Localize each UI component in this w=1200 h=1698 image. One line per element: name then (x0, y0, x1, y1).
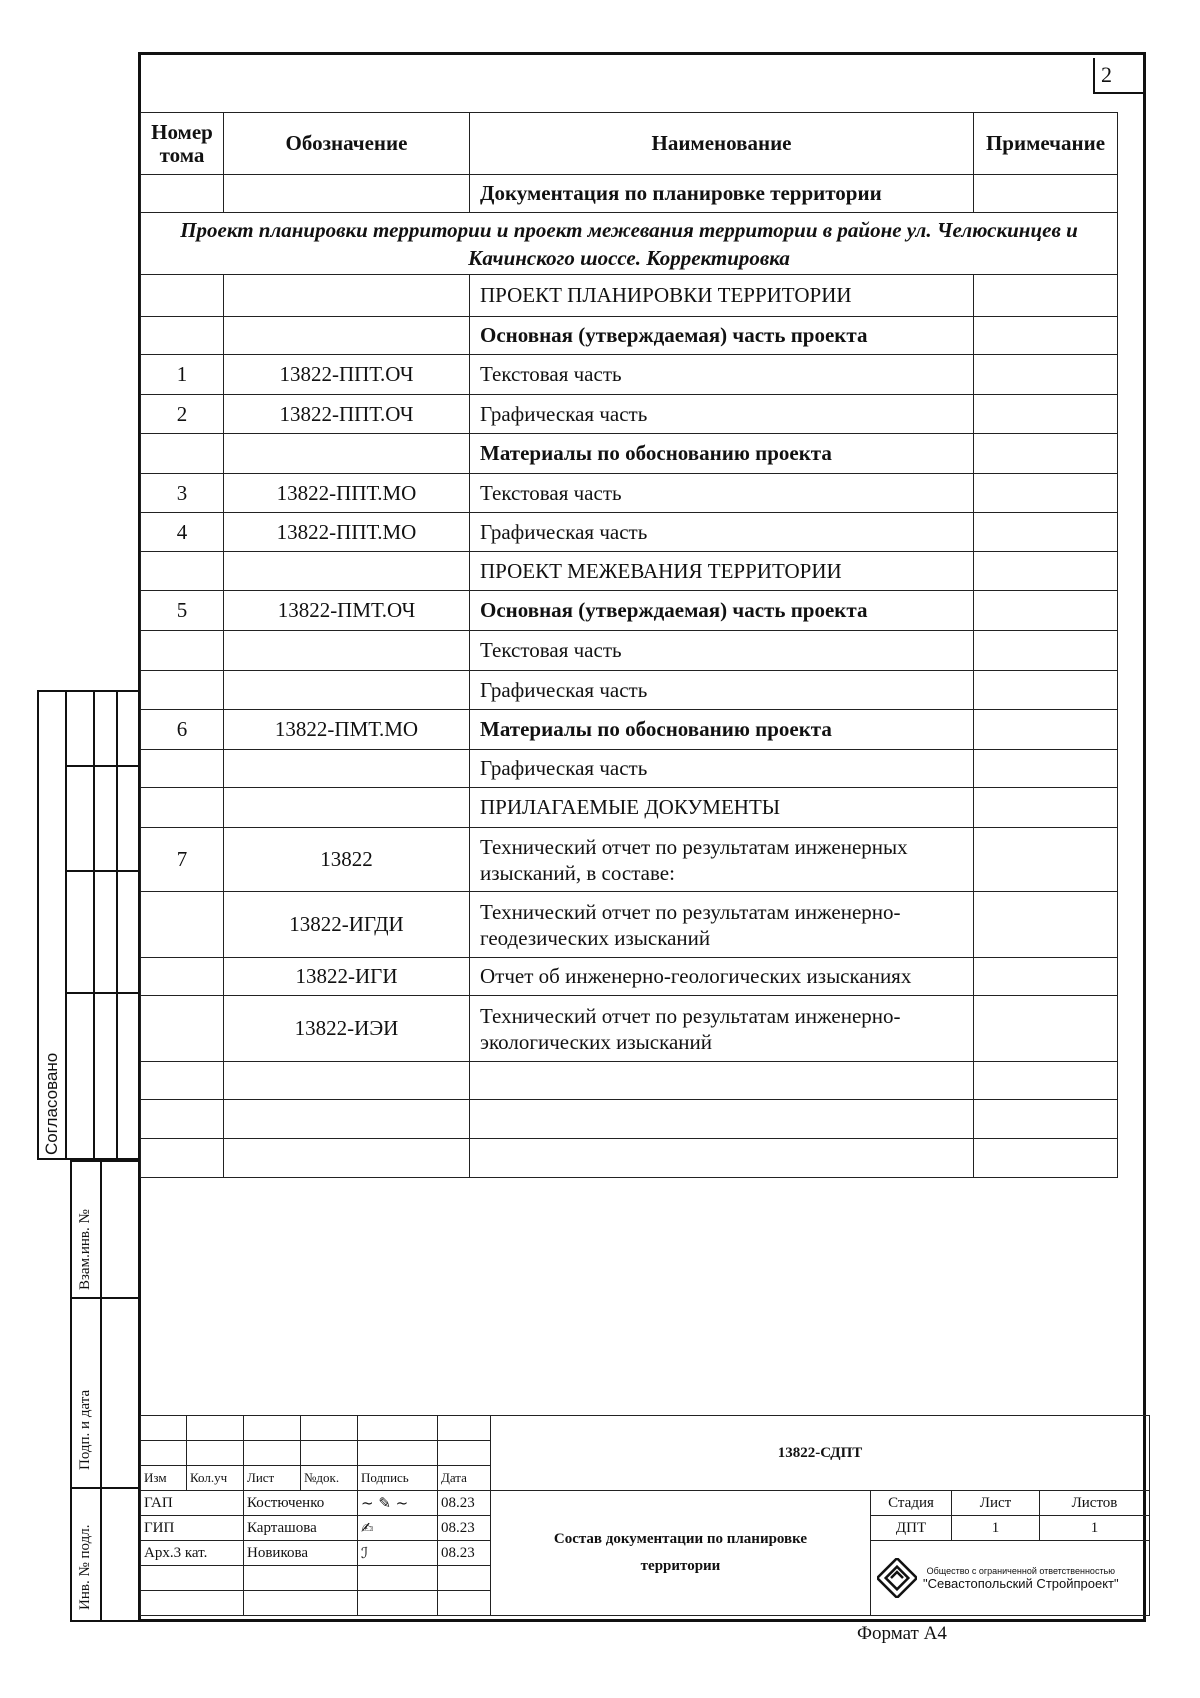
table-row (141, 671, 1118, 710)
cell-code (224, 1139, 470, 1178)
cell-code (224, 1062, 470, 1100)
cell-vol: 7 (141, 828, 224, 892)
cell-code (224, 434, 470, 474)
cell-code (224, 631, 470, 671)
stamp-col-header: Дата (438, 1466, 491, 1491)
table-row (141, 710, 1118, 750)
table-row (141, 434, 1118, 474)
table-row (141, 317, 1118, 355)
cell-code: 13822-ППТ.ОЧ (224, 355, 470, 395)
section-title: Проект планировки территории и проект межевания территории в районе ул. Челюскинцев и Качинского шоссе. Корректировка (141, 213, 1118, 275)
side-divider (116, 690, 118, 1160)
cell-note (974, 317, 1118, 355)
side-hline (70, 1487, 140, 1489)
cell-vol: 6 (141, 710, 224, 750)
table-row (141, 213, 1118, 275)
sheet-label: Лист (952, 1491, 1040, 1516)
date-2: 08.23 (438, 1516, 491, 1541)
stamp-col-header: Подпись (358, 1466, 438, 1491)
side-divider (100, 1160, 102, 1622)
cell-note (974, 958, 1118, 996)
cell-code: 13822-ИГИ (224, 958, 470, 996)
cell-note (974, 671, 1118, 710)
date-1: 08.23 (438, 1491, 491, 1516)
table-row (141, 474, 1118, 513)
side-hline (65, 870, 140, 872)
cell-vol (141, 958, 224, 996)
sheet-value: 1 (952, 1516, 1040, 1541)
header-code: Обозначение (224, 113, 470, 175)
cell-name: Текстовая часть (470, 631, 974, 671)
org-line-1: Общество с ограниченной ответственностью (926, 1565, 1115, 1576)
cell-vol (141, 1062, 224, 1100)
cell-name: ПРИЛАГАЕМЫЕ ДОКУМЕНТЫ (470, 788, 974, 828)
side-divider (65, 690, 67, 1160)
cell-note (974, 828, 1118, 892)
cell-name: Документация по планировке территории (470, 175, 974, 213)
cell-vol (141, 750, 224, 788)
cell-name: Графическая часть (470, 671, 974, 710)
cell-vol: 3 (141, 474, 224, 513)
cell-name (470, 1100, 974, 1139)
stamp-col-header: Лист (244, 1466, 301, 1491)
cell-name: Материалы по обоснованию проекта (470, 710, 974, 750)
table-row (141, 275, 1118, 317)
title-block (140, 1415, 1150, 1616)
cell-note (974, 1100, 1118, 1139)
table-row (141, 552, 1118, 591)
table-row (141, 1100, 1118, 1139)
cell-note (974, 355, 1118, 395)
cell-vol: 5 (141, 591, 224, 631)
cell-code: 13822 (224, 828, 470, 892)
signature-2: ✍ (358, 1516, 438, 1541)
cell-name (470, 1139, 974, 1178)
cell-note (974, 474, 1118, 513)
cell-code (224, 1100, 470, 1139)
side-hline (65, 765, 140, 767)
podp-label: Подп. и дата (77, 1389, 93, 1470)
table-row (141, 355, 1118, 395)
cell-name: Технический отчет по результатам инженерно-экологических изысканий (470, 996, 974, 1062)
header-name: Наименование (470, 113, 974, 175)
stamp-col-header: Кол.уч (187, 1466, 244, 1491)
cell-vol: 4 (141, 513, 224, 552)
cell-vol (141, 552, 224, 591)
cell-name: Отчет об инженерно-геологических изысканиях (470, 958, 974, 996)
table-row (141, 958, 1118, 996)
cell-note (974, 513, 1118, 552)
cell-code (224, 175, 470, 213)
format-label: Формат А4 (857, 1623, 947, 1644)
doc-code: 13822-СДПТ (491, 1416, 1150, 1491)
sheets-label: Листов (1040, 1491, 1150, 1516)
table-row (141, 828, 1118, 892)
stamp-col-header: №док. (301, 1466, 358, 1491)
table-row (141, 591, 1118, 631)
cell-vol (141, 434, 224, 474)
cell-note (974, 1139, 1118, 1178)
cell-vol: 1 (141, 355, 224, 395)
table-row (141, 1062, 1118, 1100)
cell-code (224, 317, 470, 355)
cell-code: 13822-ИГДИ (224, 892, 470, 958)
name-2: Карташова (244, 1516, 358, 1541)
cell-code (224, 671, 470, 710)
cell-code (224, 788, 470, 828)
table-row (141, 513, 1118, 552)
cell-note (974, 631, 1118, 671)
role-2: ГИП (141, 1516, 244, 1541)
cell-vol (141, 317, 224, 355)
cell-note (974, 434, 1118, 474)
cell-vol (141, 175, 224, 213)
cell-note (974, 275, 1118, 317)
header-note: Примечание (974, 113, 1118, 175)
header-vol: Номер тома (141, 113, 224, 175)
cell-note (974, 788, 1118, 828)
cell-name: Текстовая часть (470, 355, 974, 395)
table-row (141, 750, 1118, 788)
cell-note (974, 395, 1118, 434)
org-block (871, 1541, 1150, 1616)
sheets-value: 1 (1040, 1516, 1150, 1541)
cell-vol (141, 1139, 224, 1178)
cell-note (974, 710, 1118, 750)
cell-name: Графическая часть (470, 395, 974, 434)
name-1: Костюченко (244, 1491, 358, 1516)
cell-vol: 2 (141, 395, 224, 434)
stage-value: ДПТ (871, 1516, 952, 1541)
cell-name: Материалы по обоснованию проекта (470, 434, 974, 474)
cell-vol (141, 631, 224, 671)
table-row (141, 631, 1118, 671)
cell-note (974, 892, 1118, 958)
cell-name (470, 1062, 974, 1100)
agreed-label: Согласовано (42, 1052, 61, 1155)
cell-vol (141, 275, 224, 317)
vzam-label: Взам.инв. № (77, 1209, 93, 1290)
cell-note (974, 1062, 1118, 1100)
cell-vol (141, 892, 224, 958)
role-1: ГАП (141, 1491, 244, 1516)
cell-name: Графическая часть (470, 513, 974, 552)
cell-name: Технический отчет по результатам инженерных изысканий, в составе: (470, 828, 974, 892)
cell-note (974, 591, 1118, 631)
cell-code (224, 750, 470, 788)
cell-vol (141, 788, 224, 828)
cell-vol (141, 671, 224, 710)
cell-name: ПРОЕКТ МЕЖЕВАНИЯ ТЕРРИТОРИИ (470, 552, 974, 591)
table-row (141, 996, 1118, 1062)
sheet-number: 2 (1093, 58, 1145, 94)
cell-name: Основная (утверждаемая) часть проекта (470, 591, 974, 631)
cell-note (974, 552, 1118, 591)
role-3: Арх.3 кат. (141, 1541, 244, 1566)
cell-code: 13822-ИЭИ (224, 996, 470, 1062)
inv-label: Инв. № подл. (77, 1524, 93, 1610)
table-row (141, 395, 1118, 434)
cell-name: Текстовая часть (470, 474, 974, 513)
documents-table (140, 112, 1118, 1178)
stage-label: Стадия (871, 1491, 952, 1516)
cell-code: 13822-ПМТ.ОЧ (224, 591, 470, 631)
side-hline (70, 1297, 140, 1299)
cell-name: ПРОЕКТ ПЛАНИРОВКИ ТЕРРИТОРИИ (470, 275, 974, 317)
cell-code: 13822-ППТ.МО (224, 474, 470, 513)
company-logo-icon (877, 1558, 917, 1598)
cell-note (974, 996, 1118, 1062)
cell-name: Технический отчет по результатам инженерно-геодезических изысканий (470, 892, 974, 958)
stamp-col-header: Изм (141, 1466, 187, 1491)
table-row (141, 175, 1118, 213)
cell-vol (141, 996, 224, 1062)
date-3: 08.23 (438, 1541, 491, 1566)
name-3: Новикова (244, 1541, 358, 1566)
cell-note (974, 750, 1118, 788)
org-line-2: "Севастопольский Стройпроект" (923, 1575, 1119, 1591)
cell-vol (141, 1100, 224, 1139)
cell-code: 13822-ППТ.ОЧ (224, 395, 470, 434)
cell-note (974, 175, 1118, 213)
doc-title: Состав документации по планировке территории (491, 1491, 871, 1616)
side-divider (93, 690, 95, 1160)
signature-3: ℐ (358, 1541, 438, 1566)
cell-name: Графическая часть (470, 750, 974, 788)
cell-code (224, 275, 470, 317)
cell-code (224, 552, 470, 591)
signature-1: ~ ✎ ~ (358, 1491, 438, 1516)
side-hline (65, 992, 140, 994)
table-row (141, 788, 1118, 828)
cell-name: Основная (утверждаемая) часть проекта (470, 317, 974, 355)
cell-code: 13822-ПМТ.МО (224, 710, 470, 750)
table-row (141, 1139, 1118, 1178)
cell-code: 13822-ППТ.МО (224, 513, 470, 552)
table-row (141, 892, 1118, 958)
